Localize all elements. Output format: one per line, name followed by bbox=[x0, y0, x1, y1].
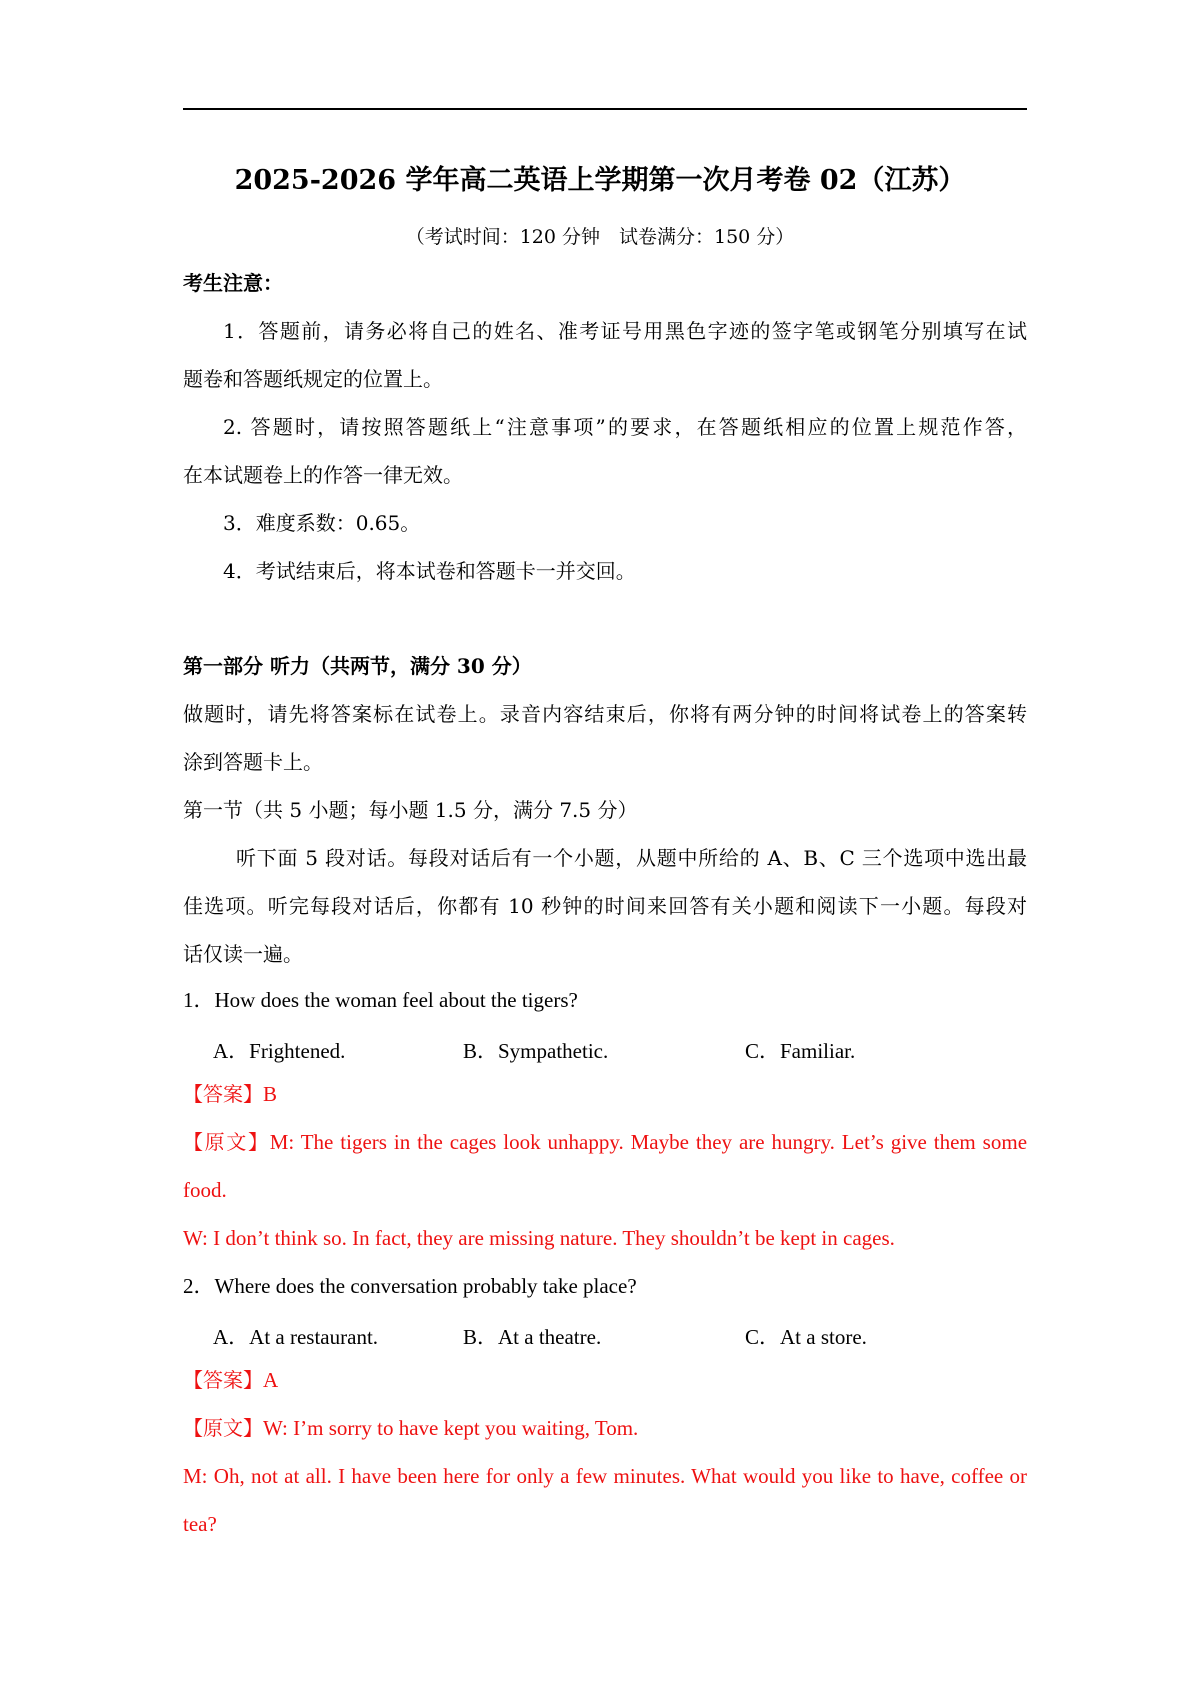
header-rule bbox=[183, 108, 1027, 110]
notice-item: 在本试题卷上的作答一律无效。 bbox=[183, 463, 463, 487]
part-intro: 涂到答题卡上。 bbox=[183, 750, 323, 774]
answer-label: 【答案】 bbox=[183, 1368, 263, 1392]
section-intro: 听下面 5 段对话。每段对话后有一个小题，从题中所给的 A、B、C 三个选项中选出最 bbox=[236, 846, 1027, 870]
section-heading: 第一节（共 5 小题；每小题 1.5 分，满分 7.5 分） bbox=[183, 798, 638, 822]
option-b: B．At a theatre. bbox=[463, 1325, 602, 1349]
transcript-text: food. bbox=[183, 1178, 227, 1202]
option-a: A．At a restaurant. bbox=[213, 1325, 379, 1349]
page-title: 2025-2026 学年高二英语上学期第一次月考卷 02（江苏） bbox=[234, 165, 966, 196]
section-intro: 佳选项。听完每段对话后，你都有 10 秒钟的时间来回答有关小题和阅读下一小题。每段对 bbox=[183, 894, 1027, 918]
option-c: C．Familiar. bbox=[745, 1039, 856, 1063]
question-stem: 2．Where does the conversation probably take place? bbox=[183, 1274, 637, 1298]
section-intro: 话仅读一遍。 bbox=[183, 942, 303, 966]
transcript-text: W: I’m sorry to have kept you waiting, Tom. bbox=[263, 1416, 639, 1440]
exam-info: （考试时间：120 分钟 试卷满分：150 分） bbox=[405, 226, 795, 248]
transcript-text: tea? bbox=[183, 1512, 217, 1536]
part-intro: 做题时，请先将答案标在试卷上。录音内容结束后，你将有两分钟的时间将试卷上的答案转 bbox=[183, 702, 1027, 726]
answer-value: A bbox=[263, 1368, 279, 1392]
transcript-label: 【原文】 bbox=[183, 1130, 270, 1154]
part-heading: 第一部分 听力（共两节，满分 30 分） bbox=[183, 654, 532, 678]
transcript-line bbox=[183, 1415, 1027, 1441]
transcript-text: W: I don’t think so. In fact, they are missing nature. They shouldn’t be kept in cages. bbox=[183, 1226, 895, 1250]
answer-value: B bbox=[263, 1082, 278, 1106]
notice-item: 2. 答题时，请按照答题纸上“注意事项”的要求，在答题纸相应的位置上规范作答， bbox=[223, 415, 1027, 439]
option-c: C．At a store. bbox=[745, 1325, 867, 1349]
transcript-text: M: Oh, not at all. I have been here for only a few minutes. What would you like to have, coffee or bbox=[183, 1464, 1027, 1488]
notice-item: 题卷和答题纸规定的位置上。 bbox=[183, 367, 443, 391]
transcript-text: M: The tigers in the cages look unhappy. Maybe they are hungry. Let’s give them some bbox=[269, 1130, 1028, 1154]
notice-heading: 考生注意： bbox=[183, 271, 283, 295]
option-b: B．Sympathetic. bbox=[463, 1039, 609, 1063]
answer-line bbox=[183, 1081, 1027, 1107]
notice-item: 1．答题前，请务必将自己的姓名、准考证号用黑色字迹的签字笔或钢笔分别填写在试 bbox=[223, 319, 1027, 343]
answer-line bbox=[183, 1367, 1027, 1393]
transcript-label: 【原文】 bbox=[183, 1416, 263, 1440]
notice-item: 4．考试结束后，将本试卷和答题卡一并交回。 bbox=[223, 559, 636, 583]
transcript-line bbox=[183, 1129, 1027, 1155]
question-stem: 1．How does the woman feel about the tigers? bbox=[183, 988, 578, 1012]
answer-label: 【答案】 bbox=[183, 1082, 263, 1106]
option-a: A．Frightened. bbox=[213, 1039, 346, 1063]
notice-item: 3．难度系数：0.65。 bbox=[223, 511, 421, 535]
